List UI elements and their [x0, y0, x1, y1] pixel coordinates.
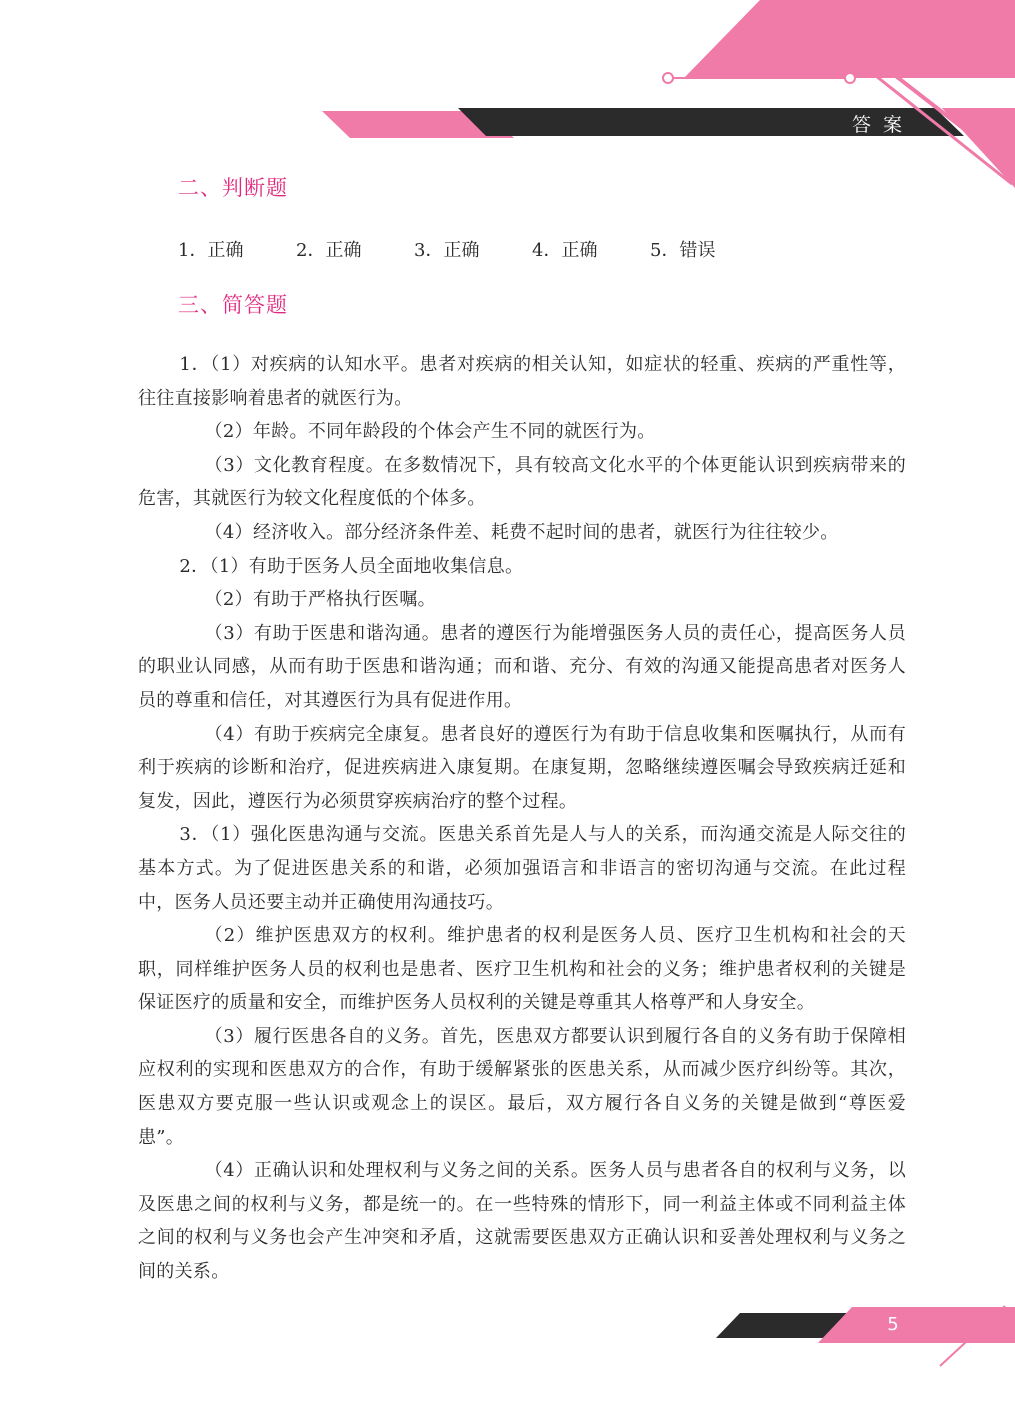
page-number: 5	[887, 1314, 899, 1335]
answer-2-point-3: （3）有助于医患和谐沟通。患者的遵医行为能增强医务人员的责任心，提高医务人员的职业认同感，从而有助于医患和谐沟通；而和谐、充分、有效的沟通又能提高患者对医务人员的尊重和信任，对其遵医行为具有促进作用。	[138, 622, 906, 711]
short-answer-content	[138, 348, 906, 1289]
answer-1-point-2: （2）年龄。不同年龄段的个体会产生不同的就医行为。	[204, 421, 656, 443]
answer-3-point-3: （3）履行医患各自的义务。首先，医患双方都要认识到履行各自的义务有助于保障相应权利的实现和医患双方的合作，有助于缓解紧张的医患关系，从而减少医疗纠纷等。其次，医患双方要克服一些认识或观念上的误区。最后，双方履行各自义务的关键是做到“尊医爱患”。	[138, 1025, 906, 1148]
answer-3-point-1: 3．（1）强化医患沟通与交流。医患关系首先是人与人的关系，而沟通交流是人际交往的基本方式。为了促进医患关系的和谐，必须加强语言和非语言的密切沟通与交流。在此过程中，医务人员还要主动并正确使用沟通技巧。	[138, 824, 906, 913]
header-line-dot-left	[663, 73, 673, 83]
section-title-judgement: 二、判断题	[178, 176, 288, 200]
answer-1-point-3: （3）文化教育程度。在多数情况下，具有较高文化水平的个体更能认识到疾病带来的危害，其就医行为较文化程度低的个体多。	[138, 454, 906, 510]
judgement-answer-3: 3．正确	[414, 240, 480, 261]
judgement-answer-2: 2．正确	[296, 240, 362, 261]
judgement-answer-1: 1．正确	[178, 240, 244, 261]
answer-1-point-1: 1．（1）对疾病的认知水平。患者对疾病的相关认知，如症状的轻重、疾病的严重性等，往往直接影响着患者的就医行为。	[138, 354, 906, 409]
answer-3-point-2: （2）维护医患双方的权利。维护患者的权利是医务人员、医疗卫生机构和社会的天职，同样维护医务人员的权利也是患者、医疗卫生机构和社会的义务；维护患者权利的关键是保证医疗的质量和安全，而维护医务人员权利的关键是尊重其人格尊严和人身安全。	[138, 925, 906, 1014]
header-line-dot-right	[845, 73, 855, 83]
judgement-answer-4: 4．正确	[532, 240, 598, 261]
answer-1-point-4: （4）经济收入。部分经济条件差、耗费不起时间的患者，就医行为往往较少。	[204, 521, 839, 543]
answer-2-point-1: 2．（1）有助于医务人员全面地收集信息。	[179, 555, 524, 577]
header-pink-block	[684, 0, 1015, 78]
header-label: 答案	[852, 114, 915, 136]
judgement-answer-5: 5．错误	[650, 240, 716, 261]
answer-3-point-4: （4）正确认识和处理权利与义务之间的关系。医务人员与患者各自的权利与义务，以及医患之间的权利与义务，都是统一的。在一些特殊的情形下，同一利益主体或不同利益主体之间的权利与义务也会产生冲突和矛盾，这就需要医患双方正确认识和妥善处理权利与义务之间的关系。	[138, 1160, 906, 1283]
answer-2-point-4: （4）有助于疾病完全康复。患者良好的遵医行为有助于信息收集和医嘱执行，从而有利于疾病的诊断和治疗，促进疾病进入康复期。在康复期，忽略继续遵医嘱会导致疾病迁延和复发，因此，遵医行为必须贯穿疾病治疗的整个过程。	[138, 723, 906, 812]
section-title-short-answer: 三、简答题	[178, 293, 288, 317]
answer-2-point-2: （2）有助于严格执行医嘱。	[204, 589, 436, 611]
